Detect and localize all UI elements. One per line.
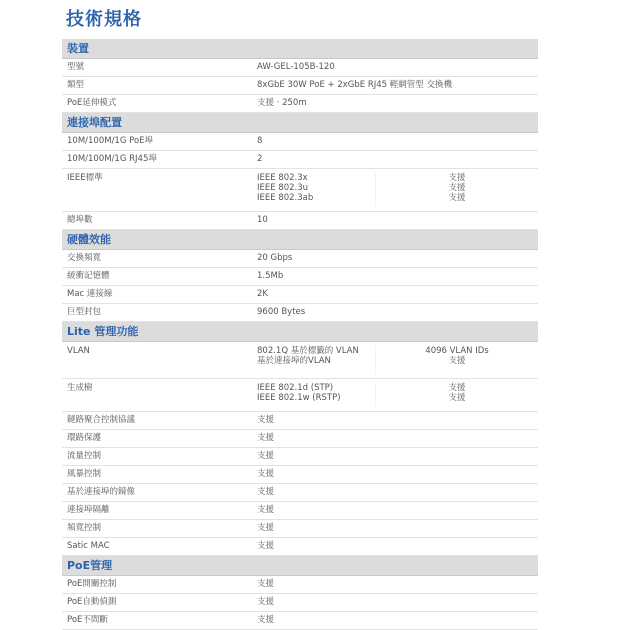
row-label: Satic MAC	[67, 541, 110, 551]
row-value: 支援	[257, 615, 275, 625]
row-value: 20 Gbps	[257, 253, 293, 263]
table-row	[62, 59, 538, 77]
table-row	[62, 250, 538, 268]
row-value: IEEE 802.1d (STP)	[257, 383, 334, 393]
row-value: 支援	[257, 597, 275, 607]
row-value: IEEE 802.3x	[257, 173, 308, 183]
row-value: 支援	[257, 451, 275, 461]
table-row	[62, 133, 538, 151]
section-header-port-config: 連接埠配置	[62, 113, 538, 133]
table-row	[62, 502, 538, 520]
row-value: 支援	[257, 433, 275, 443]
row-label: IEEE標準	[67, 173, 103, 183]
table-row	[62, 169, 538, 212]
table-row	[62, 520, 538, 538]
section-header-lite-management: Lite 管理功能	[62, 322, 538, 342]
section-header-poe-management: PoE管理	[62, 556, 538, 576]
table-row	[62, 538, 538, 556]
row-value: 支援	[257, 505, 275, 515]
row-values	[257, 383, 375, 407]
row-label: VLAN	[67, 346, 90, 356]
row-label: 連接埠隔離	[67, 505, 110, 515]
row-values	[257, 173, 375, 207]
row-value: 支援	[257, 541, 275, 551]
table-row	[62, 95, 538, 113]
table-row	[62, 412, 538, 430]
row-label: 基於連接埠的鏡像	[67, 487, 136, 497]
row-value: 1.5Mb	[257, 271, 284, 281]
row-label: 緩衝記憶體	[67, 271, 110, 281]
row-value: 支援 · 250m	[257, 98, 307, 108]
row-label: 10M/100M/1G PoE埠	[67, 136, 154, 146]
row-label: 風暴控制	[67, 469, 102, 479]
row-label: 巨型封包	[67, 307, 102, 317]
row-label: 環路保護	[67, 433, 102, 443]
row-extras	[375, 346, 538, 374]
row-value: 2	[257, 154, 263, 164]
row-value: 2K	[257, 289, 268, 299]
table-row	[62, 379, 538, 412]
row-value: 8xGbE 30W PoE + 2xGbE RJ45 輕網管型 交換機	[257, 80, 452, 90]
row-extra: 支援	[448, 383, 466, 393]
row-label: 生成樹	[67, 383, 93, 393]
row-value: AW-GEL-105B-120	[257, 62, 335, 72]
row-value: IEEE 802.3ab	[257, 193, 314, 203]
row-label: 類型	[67, 80, 85, 90]
row-extra: 4096 VLAN IDs	[425, 346, 489, 356]
row-extra: 支援	[448, 173, 466, 183]
row-label: 流量控制	[67, 451, 102, 461]
row-value: 10	[257, 215, 268, 225]
row-value: IEEE 802.3u	[257, 183, 309, 193]
row-label: PoE不間斷	[67, 615, 108, 625]
table-row	[62, 466, 538, 484]
row-extra: 支援	[448, 183, 466, 193]
row-label: PoE開關控制	[67, 579, 117, 589]
row-extra: 支援	[448, 356, 466, 366]
page-title: 技術規格	[66, 9, 142, 30]
row-label: 交換頻寬	[67, 253, 102, 263]
row-value: 支援	[257, 487, 275, 497]
row-value: 支援	[257, 415, 275, 425]
row-label: 頻寬控制	[67, 523, 102, 533]
row-value: IEEE 802.1w (RSTP)	[257, 393, 341, 403]
table-row	[62, 594, 538, 612]
row-value: 9600 Bytes	[257, 307, 306, 317]
row-extras	[375, 173, 538, 207]
table-row	[62, 612, 538, 630]
table-row	[62, 212, 538, 230]
row-label: 10M/100M/1G RJ45埠	[67, 154, 157, 164]
table-row	[62, 576, 538, 594]
spec-table	[62, 39, 538, 630]
section-header-device: 裝置	[62, 39, 538, 59]
table-row	[62, 286, 538, 304]
row-value: 支援	[257, 579, 275, 589]
table-row	[62, 77, 538, 95]
row-value: 支援	[257, 469, 275, 479]
table-row	[62, 484, 538, 502]
row-value: 支援	[257, 523, 275, 533]
row-label: 型號	[67, 62, 85, 72]
row-extras	[375, 383, 538, 407]
row-value: 基於連接埠的VLAN	[257, 356, 331, 366]
section-header-hardware-performance: 硬體效能	[62, 230, 538, 250]
row-label: PoE自動偵測	[67, 597, 117, 607]
row-value: 802.1Q 基於標籤的 VLAN	[257, 346, 359, 356]
row-extra: 支援	[448, 393, 466, 403]
table-row	[62, 448, 538, 466]
table-row	[62, 304, 538, 322]
table-row	[62, 430, 538, 448]
row-value: 8	[257, 136, 263, 146]
table-row	[62, 268, 538, 286]
row-label: Mac 連接線	[67, 289, 113, 299]
row-label: 鏈路聚合控制協議	[67, 415, 136, 425]
row-label: PoE延伸模式	[67, 98, 117, 108]
row-extra: 支援	[448, 193, 466, 203]
table-row	[62, 342, 538, 379]
row-label: 總埠數	[67, 215, 93, 225]
row-values	[257, 346, 375, 374]
table-row	[62, 151, 538, 169]
